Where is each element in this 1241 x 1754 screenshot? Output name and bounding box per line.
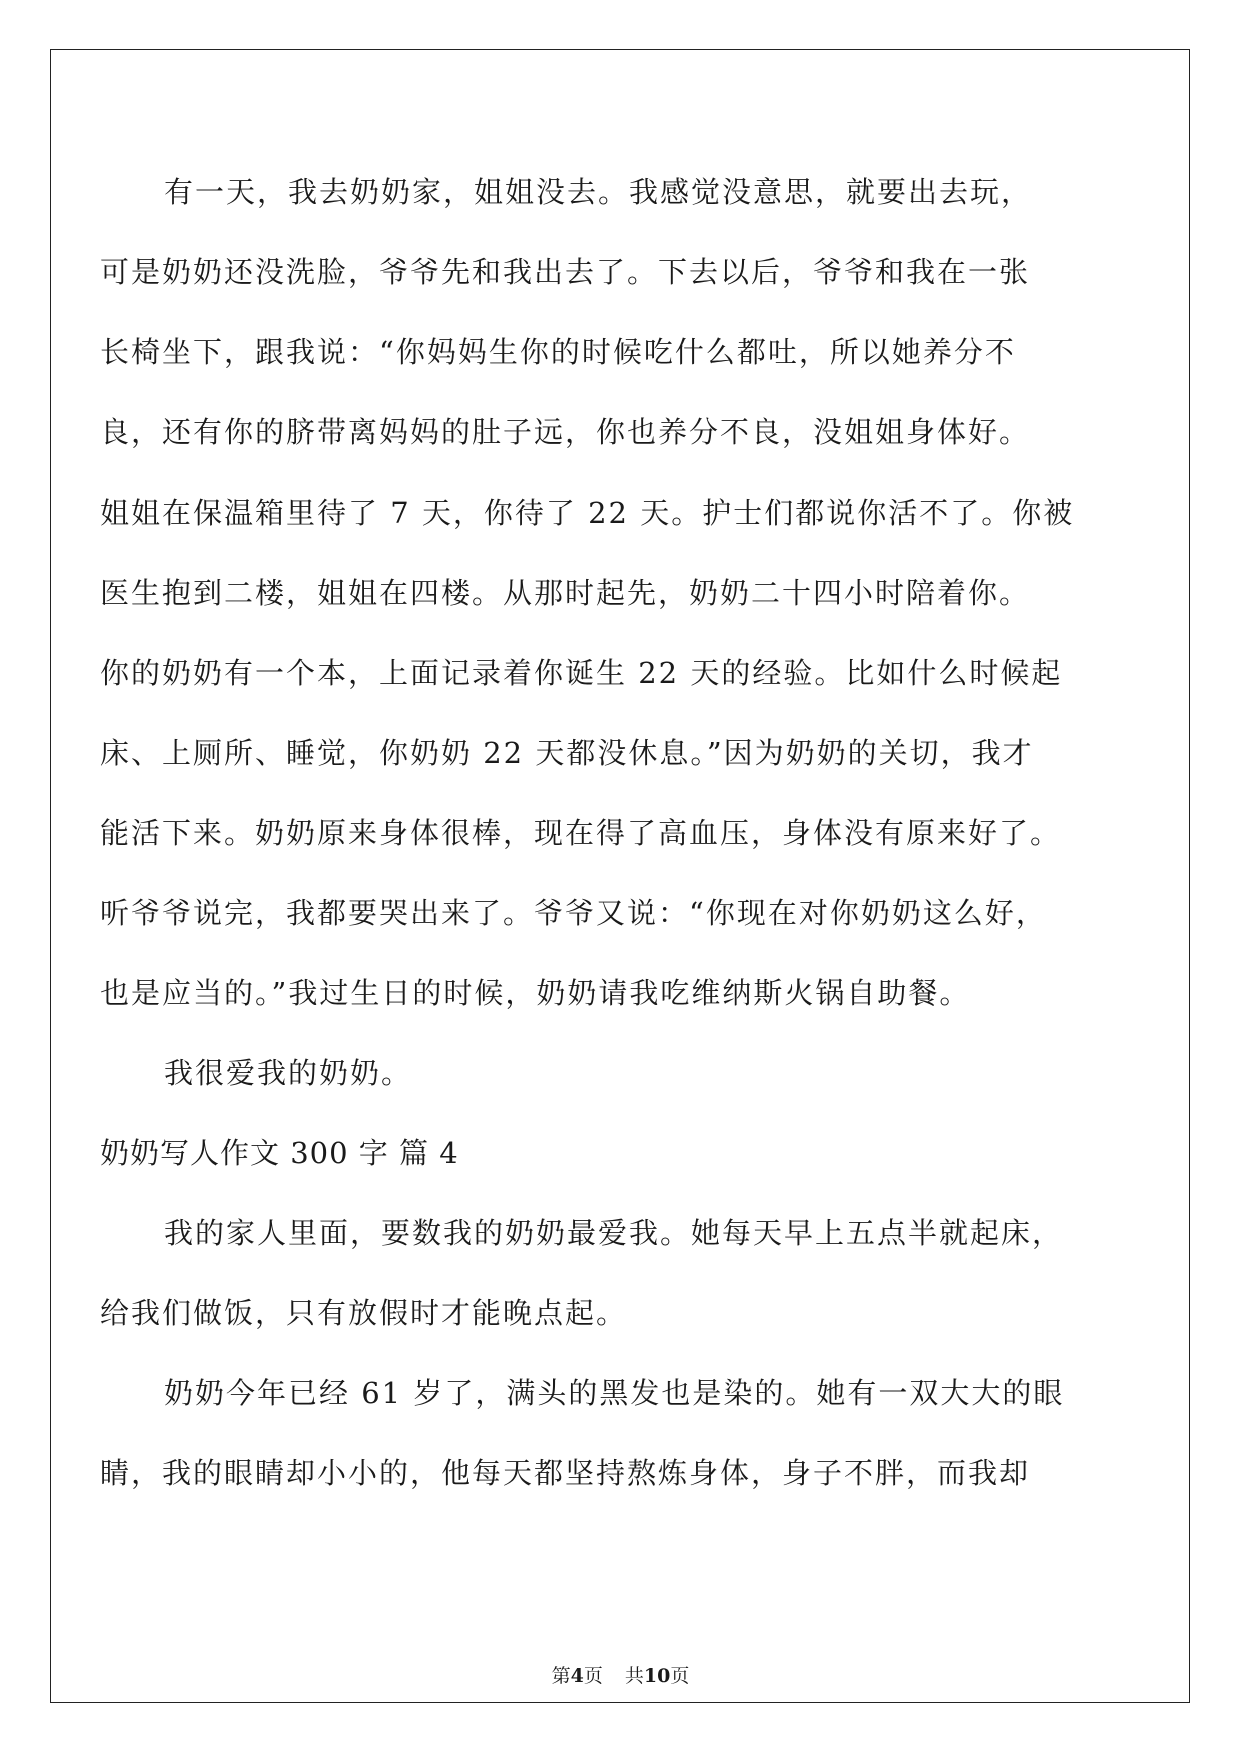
paragraph-line: 长椅坐下，跟我说：“你妈妈生你的时候吃什么都吐，所以她养分不 [100,335,1016,369]
paragraph-line: 能活下来。奶奶原来身体很棒，现在得了高血压，身体没有原来好了。 [100,816,1062,850]
paragraph-line: 也是应当的。”我过生日的时候，奶奶请我吃维纳斯火锅自助餐。 [100,976,971,1010]
footer-total-suffix: 页 [670,1665,690,1687]
footer-page-number: 4 [570,1665,584,1687]
paragraph-line: 听爷爷说完，我都要哭出来了。爷爷又说：“你现在对你奶奶这么好， [100,896,1047,930]
paragraph-line: 我的家人里面，要数我的奶奶最爱我。她每天早上五点半就起床， [164,1216,1064,1250]
paragraph-line: 姐姐在保温箱里待了 7 天，你待了 22 天。护士们都说你活不了。你被 [100,496,1075,530]
footer-total-prefix: 共 [624,1665,644,1687]
footer-total-pages: 10 [643,1665,671,1687]
footer-page-suffix: 页 [583,1665,603,1687]
paragraph-line: 睛，我的眼睛却小小的，他每天都坚持熬炼身体，身子不胖，而我却 [100,1456,1031,1490]
paragraph-line: 我很爱我的奶奶。 [164,1056,413,1090]
footer-prefix: 第 [551,1665,571,1687]
page-footer [0,1664,1241,1688]
paragraph-line: 你的奶奶有一个本，上面记录着你诞生 22 天的经验。比如什么时候起 [100,656,1063,690]
paragraph-line: 有一天，我去奶奶家，姐姐没去。我感觉没意思，就要出去玩， [164,175,1033,209]
paragraph-line: 给我们做饭，只有放假时才能晚点起。 [100,1296,628,1330]
paragraph-line: 奶奶今年已经 61 岁了，满头的黑发也是染的。她有一双大大的眼 [164,1376,1065,1410]
section-heading: 奶奶写人作文 300 字 篇 4 [100,1136,459,1170]
paragraph-line: 可是奶奶还没洗脸，爷爷先和我出去了。下去以后，爷爷和我在一张 [100,255,1031,289]
paragraph-line: 医生抱到二楼，姐姐在四楼。从那时起先，奶奶二十四小时陪着你。 [100,576,1031,610]
paragraph-line: 良，还有你的脐带离妈妈的肚子远，你也养分不良，没姐姐身体好。 [100,415,1031,449]
paragraph-line: 床、上厕所、睡觉，你奶奶 22 天都没休息。”因为奶奶的关切，我才 [100,736,1034,770]
